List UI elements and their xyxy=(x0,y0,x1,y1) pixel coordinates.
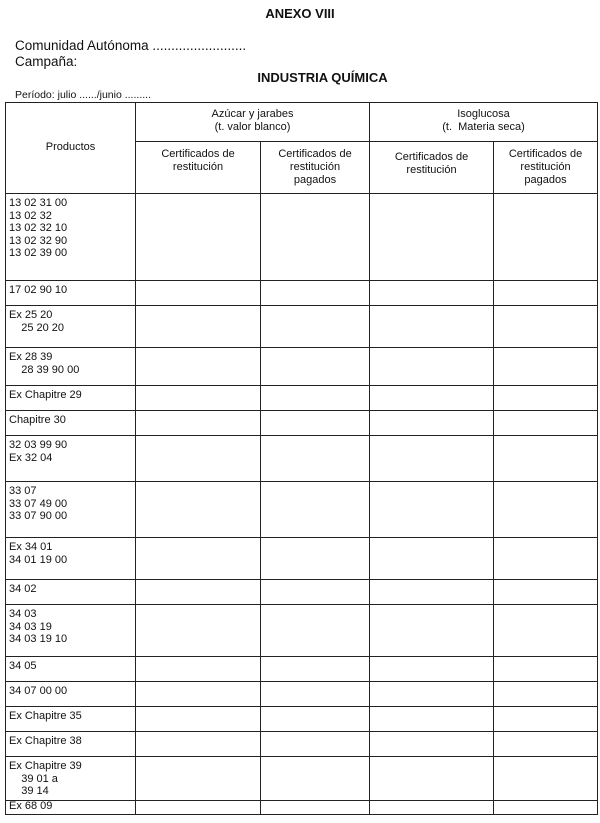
table-row xyxy=(6,682,598,707)
empty-value-cell xyxy=(370,436,494,482)
empty-value-cell xyxy=(136,732,261,757)
empty-value-cell xyxy=(136,306,261,348)
product-codes: Ex Chapitre 38 xyxy=(6,732,136,757)
table-row xyxy=(6,707,598,732)
empty-value-cell xyxy=(494,281,598,306)
table-row xyxy=(6,757,598,801)
empty-value-cell xyxy=(261,411,370,436)
empty-value-cell xyxy=(136,281,261,306)
table-row xyxy=(6,657,598,682)
empty-value-cell xyxy=(136,707,261,732)
empty-value-cell xyxy=(370,411,494,436)
empty-value-cell xyxy=(136,757,261,801)
empty-value-cell xyxy=(370,194,494,281)
product-codes: Ex Chapitre 35 xyxy=(6,707,136,732)
empty-value-cell xyxy=(261,306,370,348)
table-row xyxy=(6,801,598,815)
empty-value-cell xyxy=(136,605,261,657)
product-codes: 34 07 00 00 xyxy=(6,682,136,707)
empty-value-cell xyxy=(136,436,261,482)
products-table xyxy=(5,102,598,815)
empty-value-cell xyxy=(370,482,494,538)
empty-value-cell xyxy=(261,580,370,605)
header-isoglucosa: Isoglucosa (t. Materia seca) xyxy=(370,103,598,142)
empty-value-cell xyxy=(261,538,370,580)
empty-value-cell xyxy=(494,306,598,348)
empty-value-cell xyxy=(494,194,598,281)
product-codes: 17 02 90 10 xyxy=(6,281,136,306)
table-row xyxy=(6,482,598,538)
empty-value-cell xyxy=(136,411,261,436)
empty-value-cell xyxy=(494,538,598,580)
table-row xyxy=(6,605,598,657)
product-codes: 34 03 34 03 19 34 03 19 10 xyxy=(6,605,136,657)
product-codes: Chapitre 30 xyxy=(6,411,136,436)
empty-value-cell xyxy=(494,707,598,732)
empty-value-cell xyxy=(136,348,261,386)
table-row xyxy=(6,386,598,411)
empty-value-cell xyxy=(261,386,370,411)
empty-value-cell xyxy=(370,707,494,732)
empty-value-cell xyxy=(370,682,494,707)
empty-value-cell xyxy=(494,682,598,707)
table-row xyxy=(6,538,598,580)
product-codes: Ex 28 39 28 39 90 00 xyxy=(6,348,136,386)
empty-value-cell xyxy=(261,707,370,732)
empty-value-cell xyxy=(136,580,261,605)
table-row xyxy=(6,411,598,436)
empty-value-cell xyxy=(370,605,494,657)
empty-value-cell xyxy=(261,281,370,306)
product-codes: 34 02 xyxy=(6,580,136,605)
empty-value-cell xyxy=(136,682,261,707)
header-iso-cert-pagados: Certificados de restitución pagados xyxy=(494,142,598,194)
empty-value-cell xyxy=(136,386,261,411)
empty-value-cell xyxy=(261,436,370,482)
empty-value-cell xyxy=(494,657,598,682)
empty-value-cell xyxy=(370,281,494,306)
product-codes: Ex 68 09 xyxy=(6,801,136,815)
product-codes: Ex 25 20 25 20 20 xyxy=(6,306,136,348)
empty-value-cell xyxy=(136,657,261,682)
empty-value-cell xyxy=(261,657,370,682)
empty-value-cell xyxy=(494,801,598,815)
empty-value-cell xyxy=(261,757,370,801)
product-codes: Ex 34 01 34 01 19 00 xyxy=(6,538,136,580)
header-iso-cert-restitucion: Certificados de restitución xyxy=(370,142,494,194)
empty-value-cell xyxy=(494,386,598,411)
empty-value-cell xyxy=(370,306,494,348)
header-sugar-cert-restitucion: Certificados de restitución xyxy=(136,142,261,194)
periodo-field: Período: julio ....../junio ......... xyxy=(15,89,151,101)
annex-title: ANEXO VIII xyxy=(265,6,335,21)
empty-value-cell xyxy=(494,580,598,605)
table-row xyxy=(6,194,598,281)
empty-value-cell xyxy=(261,348,370,386)
product-codes: 33 07 33 07 49 00 33 07 90 00 xyxy=(6,482,136,538)
empty-value-cell xyxy=(494,348,598,386)
campana-field: Campaña: xyxy=(15,54,78,69)
table-row xyxy=(6,348,598,386)
empty-value-cell xyxy=(261,682,370,707)
product-codes: Ex Chapitre 29 xyxy=(6,386,136,411)
empty-value-cell xyxy=(261,732,370,757)
empty-value-cell xyxy=(136,482,261,538)
header-sugar-cert-pagados: Certificados de restitución pagados xyxy=(261,142,370,194)
section-title: INDUSTRIA QUÍMICA xyxy=(257,70,388,85)
empty-value-cell xyxy=(370,732,494,757)
comunidad-field: Comunidad Autónoma ......................... xyxy=(15,38,247,53)
table-row xyxy=(6,281,598,306)
product-codes: 13 02 31 00 13 02 32 13 02 32 10 13 02 32 90 13 02 39 00 xyxy=(6,194,136,281)
table-row xyxy=(6,436,598,482)
product-codes: 34 05 xyxy=(6,657,136,682)
table-row xyxy=(6,306,598,348)
empty-value-cell xyxy=(261,194,370,281)
empty-value-cell xyxy=(494,732,598,757)
empty-value-cell xyxy=(261,605,370,657)
table-row xyxy=(6,732,598,757)
empty-value-cell xyxy=(370,657,494,682)
empty-value-cell xyxy=(136,538,261,580)
empty-value-cell xyxy=(370,580,494,605)
empty-value-cell xyxy=(370,757,494,801)
empty-value-cell xyxy=(261,801,370,815)
empty-value-cell xyxy=(370,386,494,411)
empty-value-cell xyxy=(370,348,494,386)
product-codes: 32 03 99 90 Ex 32 04 xyxy=(6,436,136,482)
empty-value-cell xyxy=(494,482,598,538)
header-azucar-jarabes: Azúcar y jarabes (t. valor blanco) xyxy=(136,103,370,142)
empty-value-cell xyxy=(370,801,494,815)
empty-value-cell xyxy=(136,194,261,281)
empty-value-cell xyxy=(494,436,598,482)
empty-value-cell xyxy=(136,801,261,815)
empty-value-cell xyxy=(494,757,598,801)
product-codes: Ex Chapitre 39 39 01 a 39 14 xyxy=(6,757,136,801)
empty-value-cell xyxy=(261,482,370,538)
header-productos: Productos xyxy=(6,103,136,194)
empty-value-cell xyxy=(494,411,598,436)
empty-value-cell xyxy=(494,605,598,657)
empty-value-cell xyxy=(370,538,494,580)
table-row xyxy=(6,580,598,605)
